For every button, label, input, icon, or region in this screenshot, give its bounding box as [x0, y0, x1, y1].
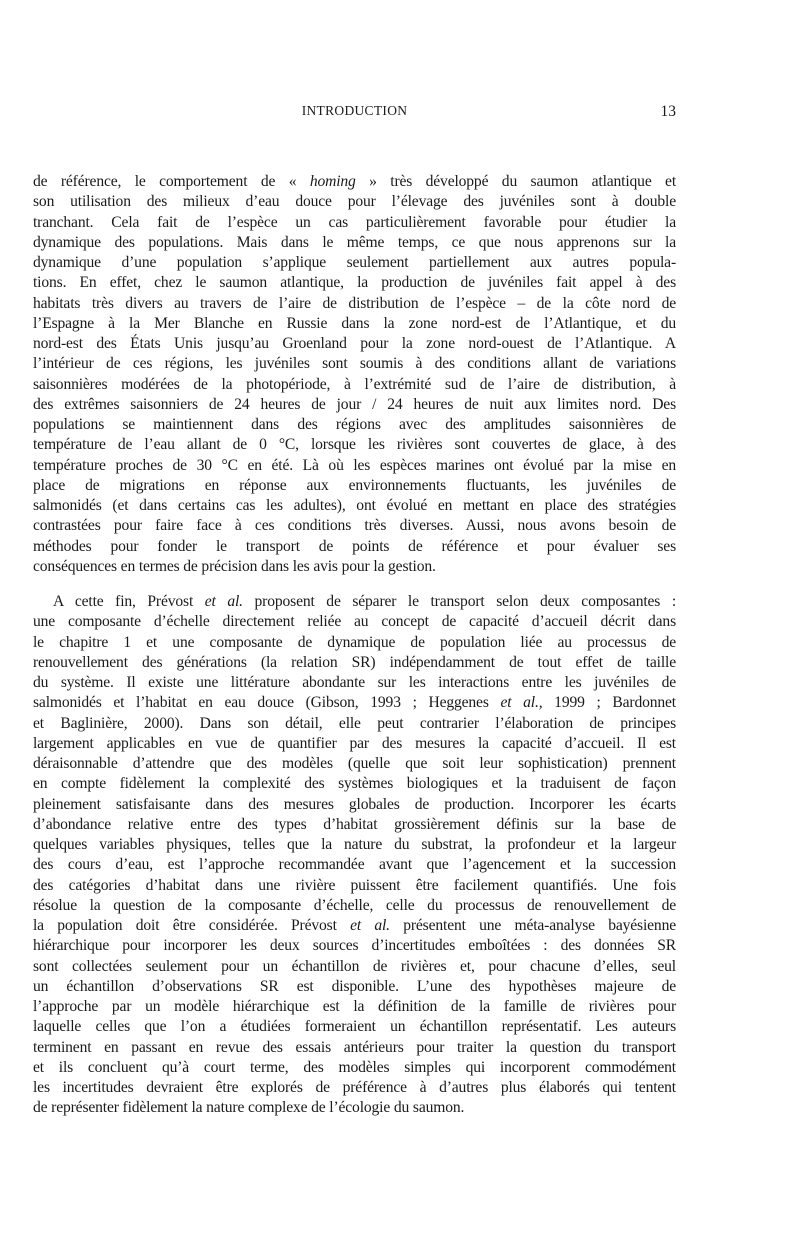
text-line	[33, 876, 676, 896]
text-line	[33, 1058, 676, 1078]
text-run: température proches de 30 °C en été. Là où les espèces marines ont évolué par la mise en	[33, 456, 676, 474]
text-line	[33, 537, 676, 557]
text-line	[33, 896, 676, 916]
running-header	[33, 103, 676, 123]
text-run: et Baglinière, 2000). Dans son détail, elle peut contrarier l’élaboration de principes	[33, 714, 676, 732]
text-run: l’intérieur de ces régions, les juvéniles sont soumis à des conditions allant de variations	[33, 355, 676, 373]
text-run: 1999 ; Bardonnet	[542, 694, 676, 712]
text-line	[33, 273, 676, 293]
text-line	[33, 213, 676, 233]
text-run: place de migrations en réponse aux environnements fluctuants, les juvéniles de	[33, 476, 676, 494]
text-line	[33, 314, 676, 334]
text-run: tions. En effet, chez le saumon atlantique, la production de juvéniles fait appel à des	[33, 274, 676, 292]
text-run: renouvellement des générations (la relation SR) indépendamment de tout effet de taille	[33, 653, 676, 671]
text-run: tranchant. Cela fait de l’espèce un cas particulièrement favorable pour étudier la	[33, 213, 676, 231]
text-run: dynamique d’une population s’applique seulement partiellement aux autres popula-	[33, 254, 676, 271]
page-number: 13	[660, 103, 676, 120]
text-run: et ils concluent qu’à court terme, des modèles simples qui incorporent commodément	[33, 1058, 676, 1076]
text-line	[33, 253, 676, 273]
text-line	[33, 936, 676, 956]
text-line	[33, 1098, 676, 1118]
text-run: salmonidés (et dans certains cas les adultes), ont évolué en mettant en place des stratégies	[33, 497, 676, 514]
text-line	[33, 693, 676, 713]
text-run: une composante d’échelle directement reliée au concept de capacité d’accueil décrit dans	[33, 613, 676, 631]
text-line	[33, 815, 676, 835]
text-run: terminent en passant en revue des essais antérieurs pour traiter la question du transport	[33, 1038, 676, 1056]
text-run: la population doit être considérée. Prévost	[33, 917, 351, 934]
italic-text: et al.	[350, 917, 390, 934]
text-run: A cette fin, Prévost	[53, 593, 205, 610]
text-run: l’approche par un modèle hiérarchique est la définition de la famille de rivières pour	[33, 998, 676, 1015]
text-run: dynamique des populations. Mais dans le même temps, ce que nous apprenons sur la	[33, 233, 676, 251]
text-run: de référence, le comportement de «	[33, 173, 310, 190]
text-run: quelques variables physiques, telles que la nature du substrat, la profondeur et la largeur	[33, 836, 676, 853]
text-line	[33, 754, 676, 774]
text-line	[33, 375, 676, 395]
text-run: d’abondance relative entre des types d’habitat grossièrement définis sur la base de	[33, 815, 676, 833]
text-run: méthodes pour fonder le transport de points de référence et pour évaluer ses	[33, 537, 676, 555]
text-line	[33, 516, 676, 536]
text-run: les incertitudes devraient être explorés de préférence à d’autres plus élaborés qui tentent	[33, 1079, 676, 1096]
text-run: hiérarchique pour incorporer les deux sources d’incertitudes emboîtées : des données SR	[33, 937, 676, 955]
text-line	[33, 653, 676, 673]
text-run: en compte fidèlement la complexité des systèmes biologiques et la traduisent de façon	[33, 775, 676, 793]
text-run: de représenter fidèlement la nature complexe de l’écologie du saumon.	[33, 1099, 465, 1117]
text-run: température de l’eau allant de 0 °C, lorsque les rivières sont couvertes de glace, à des	[33, 436, 676, 454]
text-run: conséquences en termes de précision dans les avis pour la gestion.	[33, 557, 436, 575]
text-line	[33, 957, 676, 977]
text-run: des extrêmes saisonniers de 24 heures de jour / 24 heures de nuit aux limites nord. Des	[33, 395, 676, 413]
text-line	[33, 734, 676, 754]
text-line	[33, 496, 676, 516]
text-line	[33, 612, 676, 632]
text-line	[33, 633, 676, 653]
text-run: » très développé du saumon atlantique et	[355, 173, 677, 190]
text-line	[33, 714, 676, 734]
italic-text: homing	[309, 173, 356, 190]
text-line	[33, 1078, 676, 1098]
text-line	[33, 233, 676, 253]
text-line	[33, 435, 676, 455]
running-header-title: INTRODUCTION	[301, 103, 408, 118]
paragraph	[33, 172, 676, 577]
text-line	[33, 1017, 676, 1037]
text-line	[33, 294, 676, 314]
text-line	[33, 592, 676, 612]
text-line	[33, 1038, 676, 1058]
body-text	[33, 172, 676, 1119]
text-line	[33, 855, 676, 875]
text-run: sont collectées seulement pour un échantillon de rivières et, pour chacune d’elles, seul	[33, 957, 676, 975]
text-line	[33, 192, 676, 212]
text-run: contrastées pour faire face à ces conditions très diverses. Aussi, nous avons besoin de	[33, 517, 676, 535]
italic-text: et al.,	[500, 694, 543, 712]
text-run: du système. Il existe une littérature abondante sur les interactions entre les juvéniles de	[33, 674, 676, 691]
text-run: populations se maintiennent dans des régions avec des amplitudes saisonnières de	[33, 416, 676, 433]
text-run: l’Espagne à la Mer Blanche en Russie dans la zone nord-est de l’Atlantique, et du	[33, 314, 676, 332]
text-run: proposent de séparer le transport selon deux composantes :	[242, 593, 677, 610]
text-run: largement applicables en vue de quantifier par des mesures la capacité d’accueil. Il est	[33, 734, 676, 752]
text-run: des cours d’eau, est l’approche recommandée avant que l’agencement et la succession	[33, 856, 676, 874]
text-run: salmonidés et l’habitat en eau douce (Gibson, 1993 ; Heggenes	[33, 694, 501, 712]
text-line	[33, 795, 676, 815]
text-line	[33, 172, 676, 192]
text-line	[33, 456, 676, 476]
text-run: présentent une méta-analyse bayésienne	[389, 917, 676, 934]
text-line	[33, 354, 676, 374]
text-run: nord-est des États Unis jusqu’au Groenland pour la zone nord-ouest de l’Atlantique. A	[33, 335, 676, 352]
text-run: un échantillon d’observations SR est disponible. L’une des hypothèses majeure de	[33, 977, 676, 995]
text-line	[33, 395, 676, 415]
text-line	[33, 774, 676, 794]
text-line	[33, 415, 676, 435]
text-run: son utilisation des milieux d’eau douce pour l’élevage des juvéniles sont à double	[33, 193, 676, 211]
text-run: déraisonnable d’attendre que des modèles (quelle que soit leur sophistication) prennent	[33, 755, 676, 772]
text-run: le chapitre 1 et une composante de dynamique de population liée au processus de	[33, 633, 676, 651]
text-run: habitats très divers au travers de l’aire de distribution de l’espèce – de la côte nord de	[33, 294, 676, 312]
text-run: des catégories d’habitat dans une rivière puissent être facilement quantifiés. Une fois	[33, 876, 676, 894]
text-line	[33, 673, 676, 693]
paragraph	[33, 592, 676, 1119]
text-run: pleinement satisfaisante dans des mesures globales de production. Incorporer les écarts	[33, 795, 676, 813]
italic-text: et al.	[204, 593, 243, 610]
text-run: résolue la question de la composante d’échelle, celle du processus de renouvellement de	[33, 896, 676, 914]
text-line	[33, 835, 676, 855]
text-line	[33, 334, 676, 354]
text-line	[33, 997, 676, 1017]
text-run: laquelle celles que l’on a étudiées formeraient un échantillon représentatif. Les auteurs	[33, 1018, 676, 1036]
text-line	[33, 476, 676, 496]
text-line	[33, 916, 676, 936]
text-run: saisonnières modérées de la photopériode, à l’extrémité sud de l’aire de distribution, à	[33, 375, 676, 393]
text-line	[33, 557, 676, 577]
text-line	[33, 977, 676, 997]
